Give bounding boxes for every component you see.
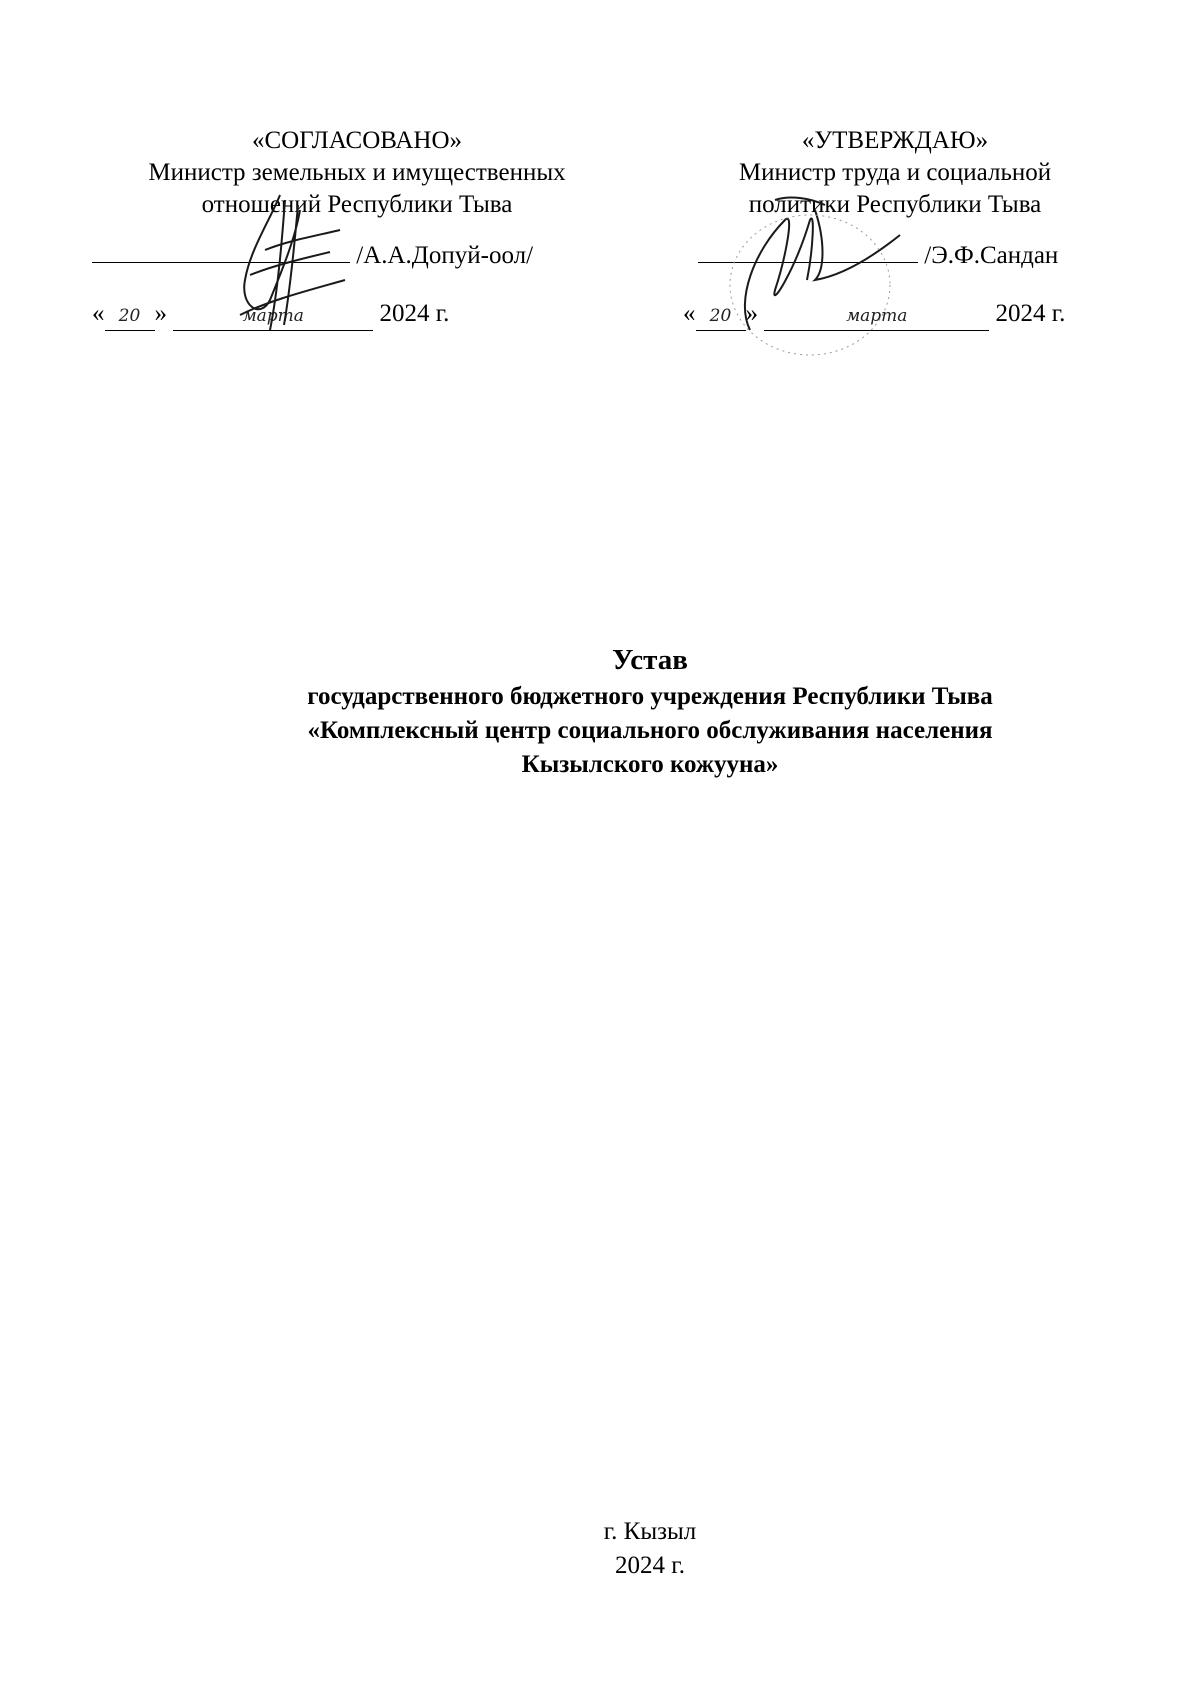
document-footer <box>500 1515 800 1583</box>
signature-line-right <box>698 240 1058 270</box>
document-subtitle-line3: Кызылского кожууна» <box>521 751 779 778</box>
signature-blank-left <box>92 240 350 263</box>
signature-blank-right <box>698 240 918 263</box>
document-subtitle-line1: государственного бюджетного учреждения Республики Тыва <box>307 683 993 710</box>
date-open-quote-left: « <box>92 300 105 327</box>
date-day-right: 20 <box>696 306 746 331</box>
signatory-name-right: /Э.Ф.Сандан <box>924 242 1059 269</box>
approver-position-right-line2: политики Республики Тыва <box>748 191 1042 218</box>
date-open-quote-right: « <box>683 300 696 327</box>
date-year-right: 2024 г. <box>995 300 1066 327</box>
date-month-left: марта <box>173 306 373 331</box>
signature-line-left <box>92 240 533 270</box>
approval-block-left <box>92 125 622 221</box>
document-title: Устав <box>612 644 688 676</box>
date-line-left <box>92 300 449 331</box>
approval-heading-left: «СОГЛАСОВАНО» <box>251 127 463 154</box>
date-line-right <box>683 300 1065 331</box>
approval-heading-right: «УТВЕРЖДАЮ» <box>801 127 989 154</box>
approver-position-left-line2: отношений Республики Тыва <box>201 191 513 218</box>
date-year-left: 2024 г. <box>379 300 450 327</box>
document-title-block <box>230 640 1070 782</box>
approval-block-right <box>690 125 1100 221</box>
approver-position-right-line1: Министр труда и социальной <box>738 159 1052 186</box>
date-close-quote-right: » <box>745 300 758 327</box>
footer-year: 2024 г. <box>615 1552 685 1579</box>
signatory-name-left: /А.А.Допуй-оол/ <box>356 242 534 269</box>
document-subtitle-line2: «Комплексный центр социального обслуживания населения <box>307 717 993 744</box>
date-day-left: 20 <box>105 306 155 331</box>
footer-city: г. Кызыл <box>603 1518 697 1545</box>
approver-position-left-line1: Министр земельных и имущественных <box>148 159 566 186</box>
date-month-right: марта <box>764 306 989 331</box>
date-close-quote-left: » <box>154 300 167 327</box>
